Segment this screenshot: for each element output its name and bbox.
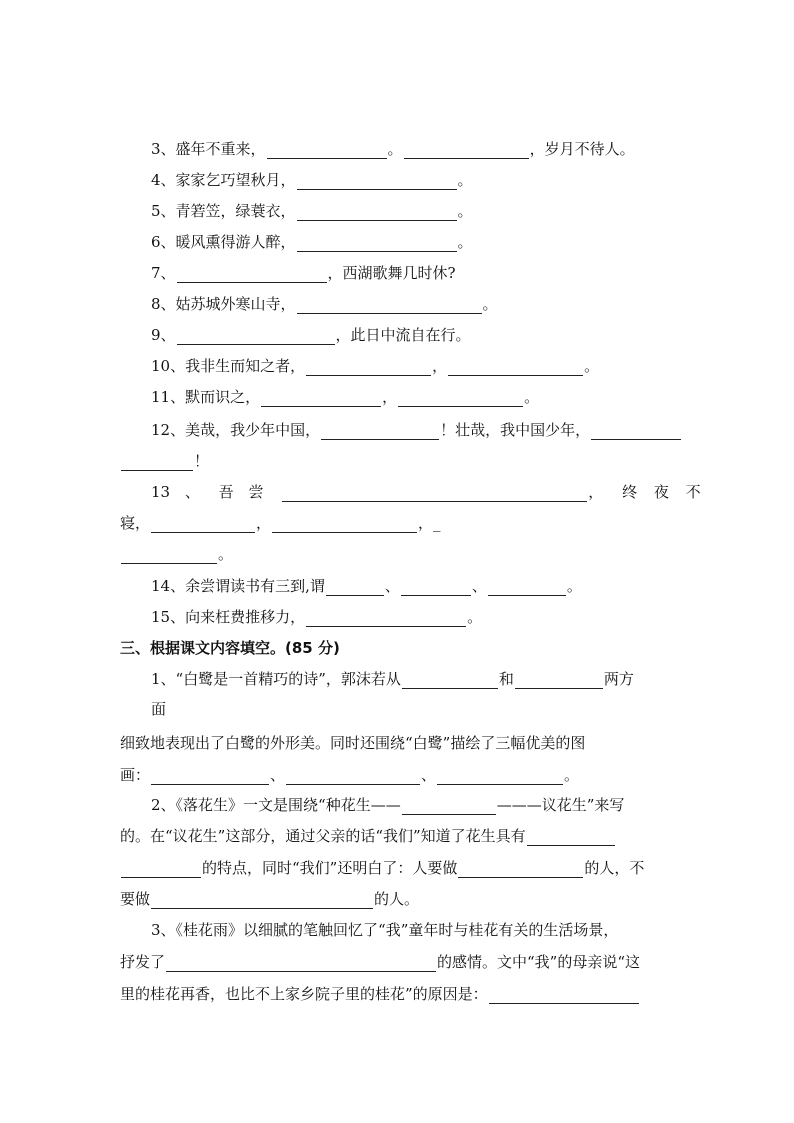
answer-blank[interactable]: [404, 141, 529, 159]
question-14-sep: 、: [471, 577, 487, 595]
answer-blank[interactable]: [177, 327, 335, 345]
answer-blank[interactable]: [326, 578, 384, 596]
question-9-end: ，此日中流自在行。: [335, 326, 471, 344]
question-10: [151, 356, 599, 376]
question-13-number: 13: [151, 483, 171, 501]
s3-question-2-end: ———议花生”来写: [496, 796, 625, 814]
s3-question-1-mid: 和: [498, 670, 514, 688]
answer-blank[interactable]: [297, 203, 457, 221]
s3-question-3-text: 抒发了: [120, 953, 166, 971]
answer-blank[interactable]: [121, 860, 201, 878]
question-10-end: 。: [584, 357, 600, 375]
s3-question-2-line-3: [120, 858, 644, 878]
answer-blank[interactable]: [488, 578, 566, 596]
answer-blank[interactable]: [121, 546, 217, 564]
question-7: [151, 263, 456, 283]
question-4-text: 4、家家乞巧望秋月，: [151, 171, 296, 189]
s3-question-3: 3、《桂花雨》以细腻的笔触回忆了“我”童年时与桂花有关的生活场景，: [151, 921, 619, 939]
s3-question-3-line-3: [120, 984, 640, 1004]
s3-question-2-end: 的人，不: [584, 859, 645, 877]
s3-question-2-text: 要做: [120, 890, 151, 908]
s3-question-1-line-2: 面: [151, 700, 167, 718]
question-5-text: 5、青箬笠，绿蓑衣，: [151, 202, 296, 220]
question-13-word: 夜: [653, 483, 669, 501]
question-15-end: 。: [467, 608, 483, 626]
question-13-line-3: [120, 544, 233, 564]
question-12: [151, 420, 682, 440]
s3-question-2-line-4: [120, 889, 419, 909]
s3-question-2: [151, 795, 624, 815]
question-3-text: 3、盛年不重来，: [151, 140, 266, 158]
answer-blank[interactable]: [297, 234, 457, 252]
answer-blank[interactable]: [261, 389, 381, 407]
answer-blank[interactable]: [437, 767, 563, 785]
section-3-heading: 三、根据课文内容填空。(85 分): [120, 639, 340, 657]
answer-blank[interactable]: [401, 578, 471, 596]
answer-blank[interactable]: [297, 296, 482, 314]
question-8-text: 8、姑苏城外寒山寺，: [151, 295, 296, 313]
question-14-end: 。: [566, 577, 582, 595]
s3-question-1-line-3: 细致地表现出了白鹭的外形美。同时还围绕“白鹭”描绘了三幅优美的图: [120, 734, 586, 752]
question-11-mid: ，: [382, 388, 398, 406]
s3-question-2-end: 的人。: [374, 890, 420, 908]
s3-question-2-line-2: [120, 826, 616, 846]
question-14: [151, 576, 582, 596]
question-13-sep: 、: [184, 483, 200, 501]
question-9-text: 9、: [151, 326, 176, 344]
answer-blank[interactable]: [151, 515, 255, 533]
answer-blank[interactable]: [458, 860, 583, 878]
answer-blank[interactable]: [282, 484, 587, 502]
question-3: [151, 139, 635, 159]
s3-question-3-text: 里的桂花再香，也比不上家乡院子里的桂花”的原因是：: [120, 985, 488, 1003]
question-5-end: 。: [457, 202, 473, 220]
answer-blank[interactable]: [267, 141, 387, 159]
question-4: [151, 170, 473, 190]
question-10-mid: ，: [432, 357, 448, 375]
s3-question-1-end: 两方: [603, 670, 634, 688]
question-13-comma: ，: [588, 483, 604, 501]
question-13-word: 不: [685, 483, 701, 501]
answer-blank[interactable]: [286, 767, 420, 785]
answer-blank[interactable]: [402, 671, 498, 689]
s3-question-2-text: 的特点，同时“我们”还明白了：人要做: [202, 859, 458, 877]
answer-blank[interactable]: [306, 358, 431, 376]
s3-question-1-end: 。: [564, 766, 580, 784]
question-3-mid: 。: [387, 140, 403, 158]
question-13-end: 。: [218, 545, 234, 563]
question-11-end: 。: [524, 388, 540, 406]
question-11-text: 11、默而识之，: [151, 388, 261, 406]
question-13-word: 吾: [218, 483, 234, 501]
answer-blank[interactable]: [515, 671, 603, 689]
answer-blank[interactable]: [177, 265, 327, 283]
question-15: [151, 607, 482, 627]
answer-blank[interactable]: [527, 828, 615, 846]
question-13-mid: ，: [256, 514, 272, 532]
answer-blank[interactable]: [297, 172, 457, 190]
s3-question-1-text: 画：: [120, 766, 151, 784]
question-13-word: 终: [622, 483, 638, 501]
answer-blank[interactable]: [398, 389, 523, 407]
question-5: [151, 201, 473, 221]
answer-blank[interactable]: [306, 609, 466, 627]
question-7-end: ，西湖歌舞几时休?: [327, 264, 456, 282]
question-13-line-2: [120, 513, 441, 533]
question-12-end: ！: [194, 452, 210, 470]
question-15-text: 15、向来枉费推移力，: [151, 608, 306, 626]
question-6-text: 6、暖风熏得游人醉，: [151, 233, 296, 251]
answer-blank[interactable]: [151, 767, 269, 785]
question-6: [151, 232, 473, 252]
question-14-sep: 、: [384, 577, 400, 595]
question-13-text: 寝，: [120, 514, 151, 532]
answer-blank[interactable]: [402, 797, 496, 815]
s3-question-1-line-4: [120, 765, 579, 785]
answer-blank[interactable]: [448, 358, 583, 376]
answer-blank[interactable]: [489, 986, 639, 1004]
question-13-end: ，_: [418, 514, 441, 532]
s3-question-1-sep: 、: [270, 766, 286, 784]
s3-question-3-end: 的感情。文中“我”的母亲说“这: [437, 953, 641, 971]
question-9: [151, 325, 471, 345]
question-13-word: 尝: [248, 483, 264, 501]
answer-blank[interactable]: [591, 422, 681, 440]
answer-blank[interactable]: [321, 422, 439, 440]
answer-blank[interactable]: [121, 453, 193, 471]
question-13: [151, 482, 701, 502]
question-12-text: 12、美哉，我少年中国，: [151, 421, 321, 439]
question-14-text: 14、余尝谓读书有三到,谓: [151, 577, 325, 595]
question-4-end: 。: [457, 171, 473, 189]
s3-question-1: [151, 669, 634, 689]
s3-question-2-text: 2、《落花生》一文是围绕“种花生——: [151, 796, 401, 814]
answer-blank[interactable]: [151, 891, 373, 909]
s3-question-3-line-2: [120, 952, 640, 972]
s3-question-1-sep: 、: [421, 766, 437, 784]
question-12-continued: [120, 451, 209, 471]
question-7-text: 7、: [151, 264, 176, 282]
s3-question-1-text: 1、“白鹭是一首精巧的诗”，郭沫若从: [151, 670, 401, 688]
question-8: [151, 294, 498, 314]
question-8-end: 。: [482, 295, 498, 313]
question-10-text: 10、我非生而知之者，: [151, 357, 306, 375]
s3-question-2-text: 的。在“议花生”这部分，通过父亲的话“我们”知道了花生具有: [120, 827, 526, 845]
question-6-end: 。: [457, 233, 473, 251]
question-11: [151, 387, 539, 407]
answer-blank[interactable]: [166, 954, 436, 972]
question-12-mid: ！壮哉，我中国少年，: [440, 421, 591, 439]
question-3-end: ，岁月不待人。: [529, 140, 635, 158]
answer-blank[interactable]: [272, 515, 417, 533]
